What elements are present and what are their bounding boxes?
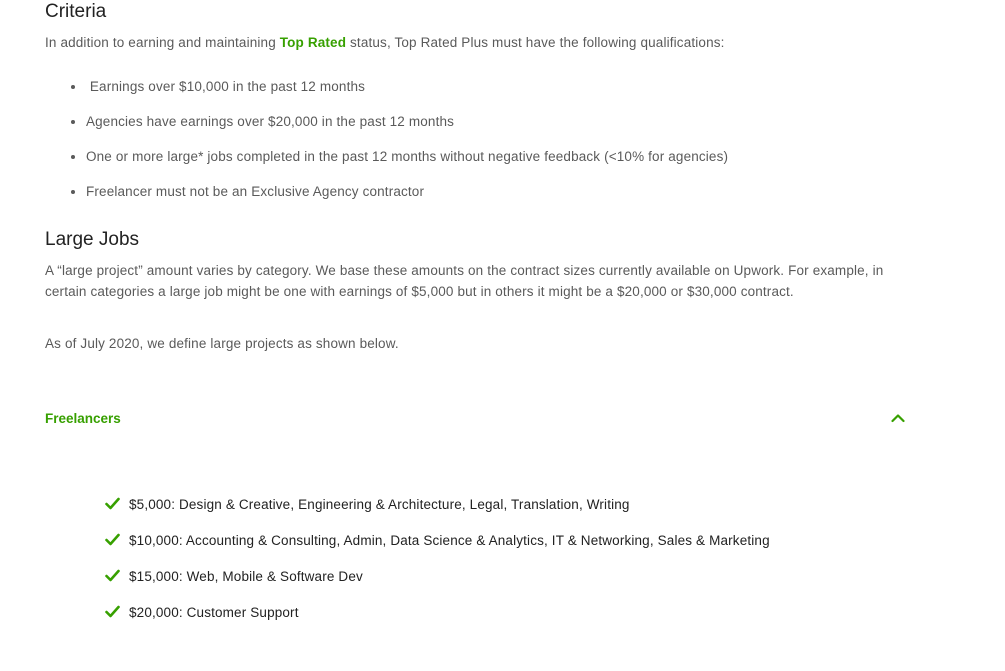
checkmark-icon — [105, 605, 120, 618]
large-job-thresholds-list — [105, 494, 770, 638]
large-jobs-heading: Large Jobs — [45, 229, 140, 250]
criteria-item-text: Freelancer must not be an Exclusive Agency contractor — [86, 184, 425, 199]
list-item — [45, 76, 728, 111]
list-item — [45, 146, 728, 181]
checkmark-icon — [105, 497, 120, 510]
list-item — [45, 111, 728, 146]
bullet-icon — [71, 120, 75, 124]
checkmark-icon — [105, 569, 120, 582]
freelancers-accordion-toggle[interactable] — [45, 408, 905, 432]
list-item — [105, 530, 770, 566]
list-item — [105, 602, 770, 638]
criteria-intro-text: In addition to earning and maintaining — [45, 35, 280, 50]
criteria-item-text: Agencies have earnings over $20,000 in the past 12 months — [86, 114, 455, 129]
bullet-icon — [71, 190, 75, 194]
checkmark-icon — [105, 533, 120, 546]
bullet-icon — [71, 155, 75, 159]
accordion-label: Freelancers — [45, 411, 121, 426]
list-item — [105, 494, 770, 530]
criteria-item-text: Earnings over $10,000 in the past 12 months — [86, 79, 366, 94]
criteria-intro — [45, 32, 725, 53]
top-rated-link[interactable]: Top Rated — [279, 35, 347, 50]
threshold-text: $20,000: Customer Support — [129, 605, 299, 620]
list-item — [45, 181, 728, 216]
threshold-text: $15,000: Web, Mobile & Software Dev — [129, 569, 363, 584]
criteria-item-text: One or more large* jobs completed in the past 12 months without negative feedback (<10% for agencies) — [86, 149, 729, 164]
large-jobs-date-note: As of July 2020, we define large projects as shown below. — [45, 336, 399, 351]
criteria-heading: Criteria — [45, 1, 107, 22]
list-item — [105, 566, 770, 602]
threshold-text: $10,000: Accounting & Consulting, Admin, Data Science & Analytics, IT & Networking, Sales & Marketing — [129, 533, 770, 548]
chevron-up-icon[interactable] — [891, 413, 905, 423]
bullet-icon — [71, 85, 75, 89]
criteria-intro-text-end: status, Top Rated Plus must have the following qualifications: — [346, 35, 725, 50]
threshold-text: $5,000: Design & Creative, Engineering & Architecture, Legal, Translation, Writing — [129, 497, 630, 512]
criteria-list — [45, 76, 728, 216]
large-jobs-paragraph: A “large project” amount varies by category. We base these amounts on the contract sizes currently available on Upwork. For example, in certain categories a large job might be one with earnings of $5,000 but in others it might be a $20,000 or $30,000 contract. — [45, 263, 884, 299]
